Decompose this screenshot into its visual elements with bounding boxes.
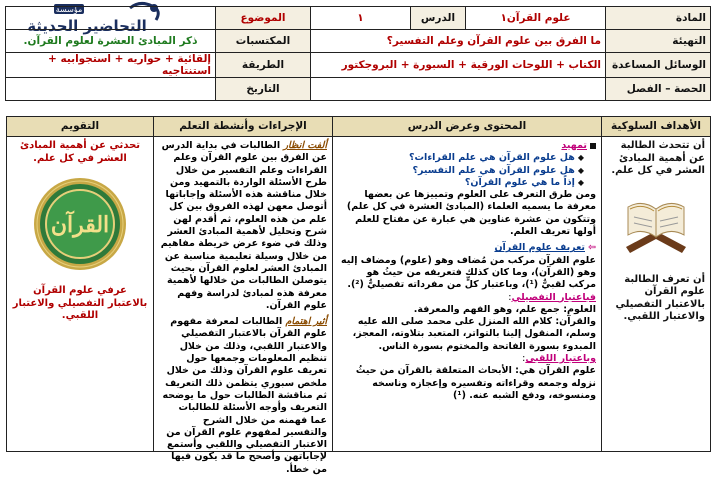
lesson-plan	[6, 6, 711, 475]
procedure-2-title: أثير اهتمام	[285, 316, 327, 328]
bullet-icon	[590, 143, 596, 149]
value-period	[311, 78, 606, 101]
label-topic: الموضوع	[216, 7, 311, 30]
objectives-header: الأهداف السلوكية	[602, 117, 710, 137]
label-subject: المادة	[606, 7, 711, 30]
content-column	[332, 117, 601, 451]
ulum-definition: العلوم: جمع علم، وهو الفهم والمعرفة.	[413, 303, 596, 315]
procedure-1-title: ألفت انظار	[283, 140, 327, 151]
bullet-icon: ◆	[577, 177, 584, 187]
question-1: هل علوم القرآن هي علم القراءات؟	[409, 152, 575, 164]
objectives-column	[601, 117, 710, 451]
objective-2: أن تعرف الطالبة علوم القرآن بالاعتبار التفصيلي والاعتبار اللقبي.	[615, 273, 705, 322]
content-header: المحتوى وعرض الدرس	[333, 117, 601, 137]
header-table	[5, 6, 711, 101]
value-subject: علوم القرآن١	[466, 7, 606, 30]
label-lesson: الدرس	[411, 7, 466, 30]
value-lesson: ١	[311, 7, 411, 30]
laqabi-title: وباعتبار اللقبي	[525, 353, 596, 365]
quran-definition: والقرآن: كلام الله المنزل على محمد صلى الله عليه وسلم، المنقول إلينا بالتواتر، المتعبد بتلاوته، المعجز، المبدوء بسورة الفاتحة والمختوم بسورة الناس.	[352, 316, 596, 352]
label-method: الطريقة	[216, 53, 311, 78]
procedure-1-text: الطالبات في بداية الدرس عن الفرق بين علوم القرآن وعلم القراءات وعلم التفسير من خلال طرح الأسئلة الواردة بالتمهيد ومن خلال مناقشة هذه الأسئلة وإجاباتها أتوصل معهن لهذه الفروق بين كل علم من هذه العلوم، ثم أقدم لهن شرح وتحليل لأهمية المبادئ العشر وذلك في ضوء عرض خريطة مفاهيم من خلال وسيلة تعليمية مناسبة عن المبادئ العشر لعلوم القرآن بحيث يتوصلن الطالبات من خلالها لأهمية معرفة هذه لمبادئ لدراسة وفهم علوم القرآن.	[160, 140, 327, 311]
content-body: تمهيد ◆هل علوم القرآن هي علم القراءات؟ ◆هل علوم القرآن هي علم التفسير؟ ◆إذاً ما هي علوم القرآن؟ ومن طرق التعرف على العلوم وتمييزها عن بعضها معرفة ما يسميه العلماء (المبادئ العشرة في كل علم) وتتكون من عشرة عناوين هي عبارة عن مفتاح للعلم أولها تعريف العلم. ⇦ تعريف علوم القرآن علوم القرآن مركب من مُضاف وهو (علوم) ومضاف إليه وهو (القرآن)، وما كان كذلك فتعريفه من حيثُ هو مركب لقبيٌّ (¹)، وباعتبار كلٍّ من مفرداته تفصيليٌّ (²). فباعتبار التفصيلي: العلوم: جمع علم، وهو الفهم والمعرفة. والقرآن: كلام الله المنزل على محمد صلى الله عليه وسلم، المنقول إلينا بالتواتر، المتعبد بتلاوته، المعجز، المبدوء بسورة الفاتحة والمختوم بسورة الناس. وباعتبار اللقبي: علوم القرآن هي: الأبحاث المتعلقة بالقرآن من حيثُ نزوله وجمعه وقراءاته وتفسيره وإعجازه وناسخه ومنسوخه، ودفع الشبه عنه. (¹)	[333, 137, 601, 405]
logo-small-text: مؤسسة	[55, 5, 83, 14]
procedures-column	[153, 117, 332, 475]
header-row-aids	[6, 53, 711, 78]
bullet-icon: ◆	[577, 153, 584, 163]
label-acquired: المكتسبات	[216, 30, 311, 53]
label-period: الحصة – الفصل	[606, 78, 711, 101]
evaluation-header: التقويم	[7, 117, 153, 137]
header-row-period	[6, 78, 711, 101]
value-topic	[6, 7, 216, 30]
lesson-body	[6, 116, 711, 475]
arrow-icon: ⇦	[588, 242, 596, 254]
value-aids: الكتاب + اللوحات الورقية + السبورة + البروجكتور	[311, 53, 606, 78]
detail-title: فباعتبار التفصيلي	[511, 291, 596, 303]
laqabi-text: علوم القرآن هي: الأبحاث المتعلقة بالقرآن من حيثُ نزوله وجمعه وقراءاته وتفسيره وإعجازه وناسخه ومنسوخه، ودفع الشبه عنه. (¹)	[355, 365, 596, 401]
value-acquired: ذكر المبادئ العشرة لعلوم القرآن.	[6, 30, 216, 53]
value-date	[6, 78, 216, 101]
evaluation-column	[7, 117, 153, 451]
question-3: إذاً ما هي علوم القرآن؟	[464, 176, 575, 188]
value-method: إلقائية + حواريه + استجوابيه + استنتاجيه	[6, 53, 216, 78]
label-date: التاريخ	[216, 78, 311, 101]
label-aids: الوسائل المساعدة	[606, 53, 711, 78]
label-intro: التهيئة	[606, 30, 711, 53]
quran-book-image	[602, 185, 710, 261]
objective-1: أن تتحدث الطالبة عن أهمية المبادئ العشر في كل علم.	[611, 140, 705, 176]
procedures-body	[154, 137, 332, 479]
logo-text: التحاضير الحديثة	[27, 17, 147, 35]
quran-seal-image	[7, 174, 153, 278]
procedure-2-text: الطالبات لمعرفة مفهوم علوم القرآن بالاعتبار التفصيلي والاعتبار اللقبي، وذلك من خلال تنظيم المعلومات وجمعها حول تعريف علوم القرآن وذلك من خلال ملخص سبوري يتظمن ذلك التعريف ثم مناقشة الطالبات حول ما يوضحه التعريف وأوجه الأسئلة للطالبات عما فهمنه من خلال الشرح والتفسير لمفهوم علوم القرآن من الاعتبار التفصيلي واللقبي وأستمع لإجاباتهن وأصحح ما قد يكون فيها من خطأ.	[162, 316, 327, 475]
evaluation-2: عرفي علوم القرآن بالاعتبار التفصيلي والاعتبار اللقبي.	[12, 285, 148, 321]
definition-text: علوم القرآن مركب من مُضاف وهو (علوم) ومضاف إليه وهو (القرآن)، وما كان كذلك فتعريفه من حيثُ هو مركب لقبيٌّ (¹)، وباعتبار كلٍّ من مفرداته تفصيليٌّ (²).	[341, 254, 596, 291]
intro-title: تمهيد	[561, 140, 587, 151]
value-intro: ما الفرق بين علوم القرآن وعلم التفسير؟	[311, 30, 606, 53]
intro-text: ومن طرق التعرف على العلوم وتمييزها عن بعضها معرفة ما يسميه العلماء (المبادئ العشرة في كل علم) وتتكون من عشرة عناوين هي عبارة عن مفتاح للعلم أولها تعريف العلم.	[346, 189, 596, 238]
bullet-icon: ◆	[577, 165, 584, 175]
definition-title: تعريف علوم القرآن	[494, 242, 585, 254]
question-2: هل علوم القرآن هي علم التفسير؟	[412, 164, 575, 176]
evaluation-1: تحدثي عن أهمية المبادئ العشر في كل علم.	[19, 140, 141, 164]
header-row-subject	[6, 7, 711, 30]
header-row-intro	[6, 30, 711, 53]
procedures-header: الإجراءات وأنشطة التعلم	[154, 117, 332, 137]
seal-text: القرآن	[50, 212, 110, 238]
